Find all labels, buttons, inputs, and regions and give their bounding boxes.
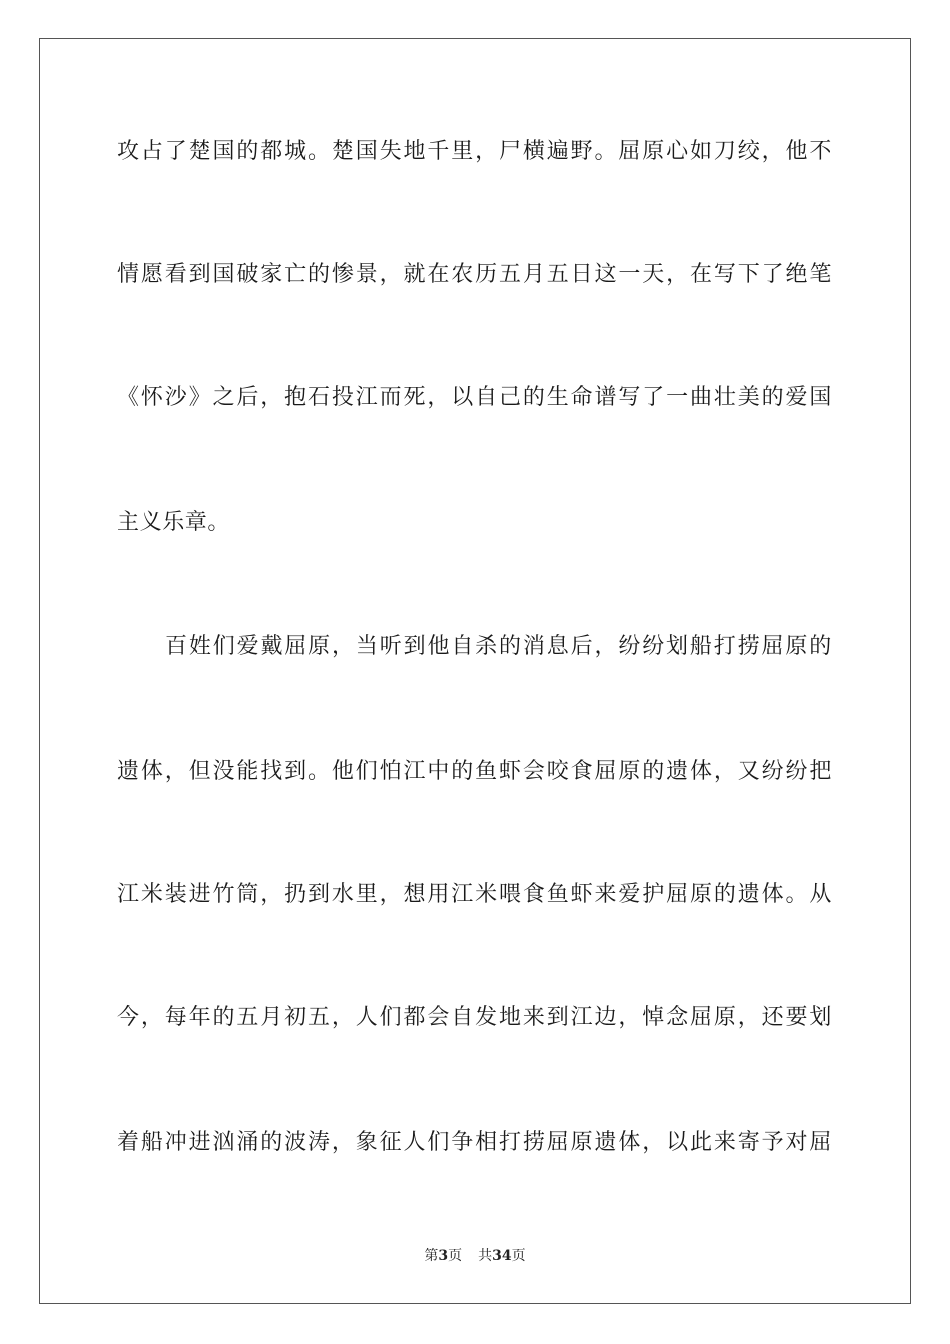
paragraph-line: 主义乐章。 (117, 510, 231, 535)
page-label-prefix: 第 (424, 1248, 439, 1264)
paragraph-line: 情 愿 看 到 国 破 家 亡 的 惨 景 ， 就 在 农 历 五 月 五 日 这 一 天 ， 在 写 下 了 绝 笔 (117, 262, 832, 287)
paragraph-line: 着 船 冲 进 汹 涌 的 波 涛 ， 象 征 人 们 争 相 打 捞 屈 原 遗 体 ， 以 此 来 寄 予 对 屈 (117, 1130, 832, 1155)
total-label-prefix: 共 (478, 1248, 493, 1264)
paragraph-line: 遗 体 ， 但 没 能 找 到 。 他 们 怕 江 中 的 鱼 虾 会 咬 食 屈 原 的 遗 体 ， 又 纷 纷 把 (117, 759, 832, 784)
paragraph-line: 今 ， 每 年 的 五 月 初 五 ， 人 们 都 会 自 发 地 来 到 江 边 ， 悼 念 屈 原 ， 还 要 划 (117, 1005, 832, 1030)
total-label-suffix: 页 (511, 1248, 526, 1264)
paragraph-line: 百 姓 们 爱 戴 屈 原 ， 当 听 到 他 自 杀 的 消 息 后 ， 纷 纷 划 船 打 捞 屈 原 的 (165, 634, 832, 659)
page-label-suffix: 页 (448, 1248, 463, 1264)
page-footer (0, 1246, 950, 1266)
page-border (39, 38, 911, 1304)
paragraph-line: 江 米 装 进 竹 筒 ， 扔 到 水 里 ， 想 用 江 米 喂 食 鱼 虾 来 爱 护 屈 原 的 遗 体 。 从 (117, 882, 832, 907)
page-number: 3 (438, 1248, 449, 1264)
paragraph-line: 《 怀 沙 》 之 后 ， 抱 石 投 江 而 死 ， 以 自 己 的 生 命 谱 写 了 一 曲 壮 美 的 爱 国 (117, 385, 832, 410)
paragraph-line: 攻 占 了 楚 国 的 都 城 。 楚 国 失 地 千 里 ， 尸 横 遍 野 。 屈 原 心 如 刀 绞 ， 他 不 (117, 139, 832, 164)
total-pages: 34 (492, 1248, 512, 1264)
